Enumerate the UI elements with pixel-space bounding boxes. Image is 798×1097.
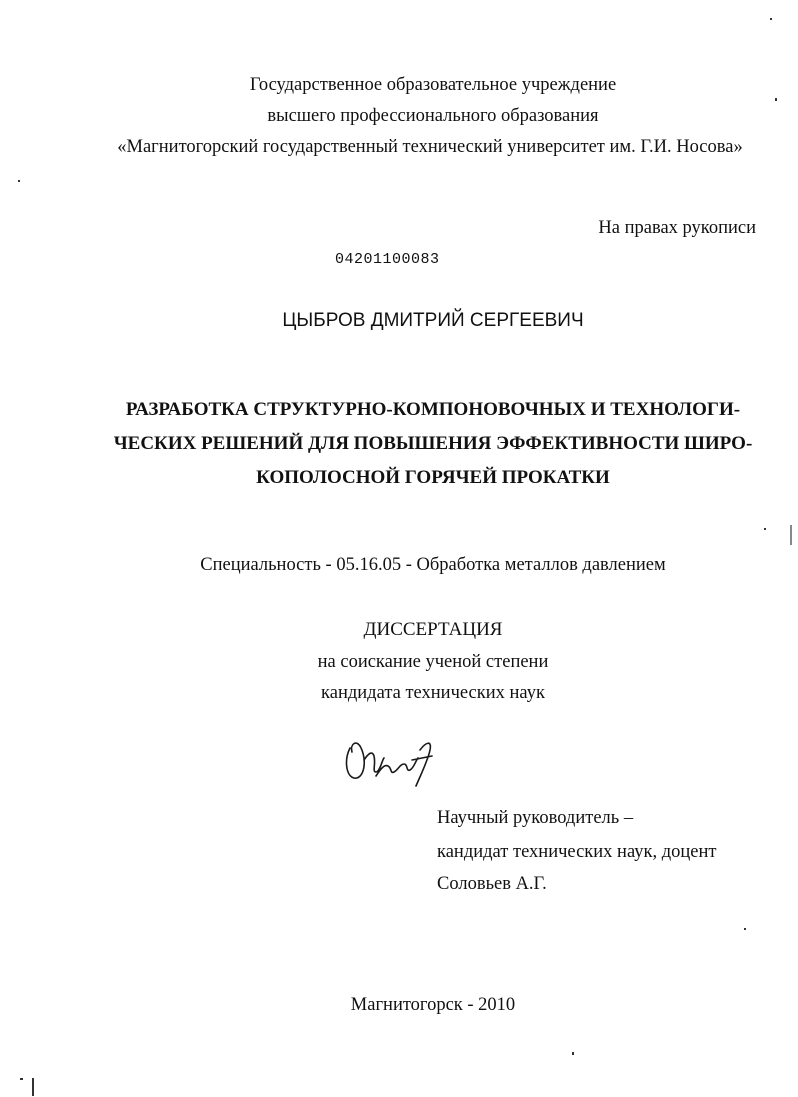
scan-speck [18,180,20,182]
scan-speck [770,18,772,20]
catalog-code: 04201100083 [335,251,440,268]
scan-speck [20,1078,23,1080]
institution-line-3: «Магнитогорский государственный технический университет им. Г.И. Носова» [117,137,743,157]
institution-line-2: высшего профессионального образования [267,106,599,126]
title-line-1: РАЗРАБОТКА СТРУКТУРНО-КОМПОНОВОЧНЫХ И ТЕХНОЛОГИ- [125,399,741,420]
scan-speck [764,528,766,530]
supervisor-credentials: кандидат технических наук, доцент [437,842,717,862]
institution-line-1: Государственное образовательное учреждение [249,75,617,95]
supervisor-role: Научный руководитель – [437,808,634,828]
manuscript-rights-note: На правах рукописи [598,218,756,238]
title-line-2: ЧЕСКИХ РЕШЕНИЙ ДЛЯ ПОВЫШЕНИЯ ЭФФЕКТИВНОСТИ ШИРО- [113,433,753,454]
scan-speck [572,1052,574,1055]
thesis-type: ДИССЕРТАЦИЯ [363,619,503,640]
author-signature [342,730,442,792]
title-line-3: КОПОЛОСНОЙ ГОРЯЧЕЙ ПРОКАТКИ [256,467,610,488]
scan-speck [790,525,792,545]
specialty-line: Специальность - 05.16.05 - Обработка металлов давлением [200,555,666,575]
scan-speck [32,1078,34,1096]
author-name: ЦЫБРОВ ДМИТРИЙ СЕРГЕЕВИЧ [282,310,584,331]
city-year: Магнитогорск - 2010 [350,995,516,1015]
thesis-purpose: на соискание ученой степени [317,652,549,672]
thesis-degree: кандидата технических наук [321,683,545,703]
scan-speck [744,928,746,930]
supervisor-name: Соловьев А.Г. [437,874,547,894]
scan-speck [775,98,777,101]
